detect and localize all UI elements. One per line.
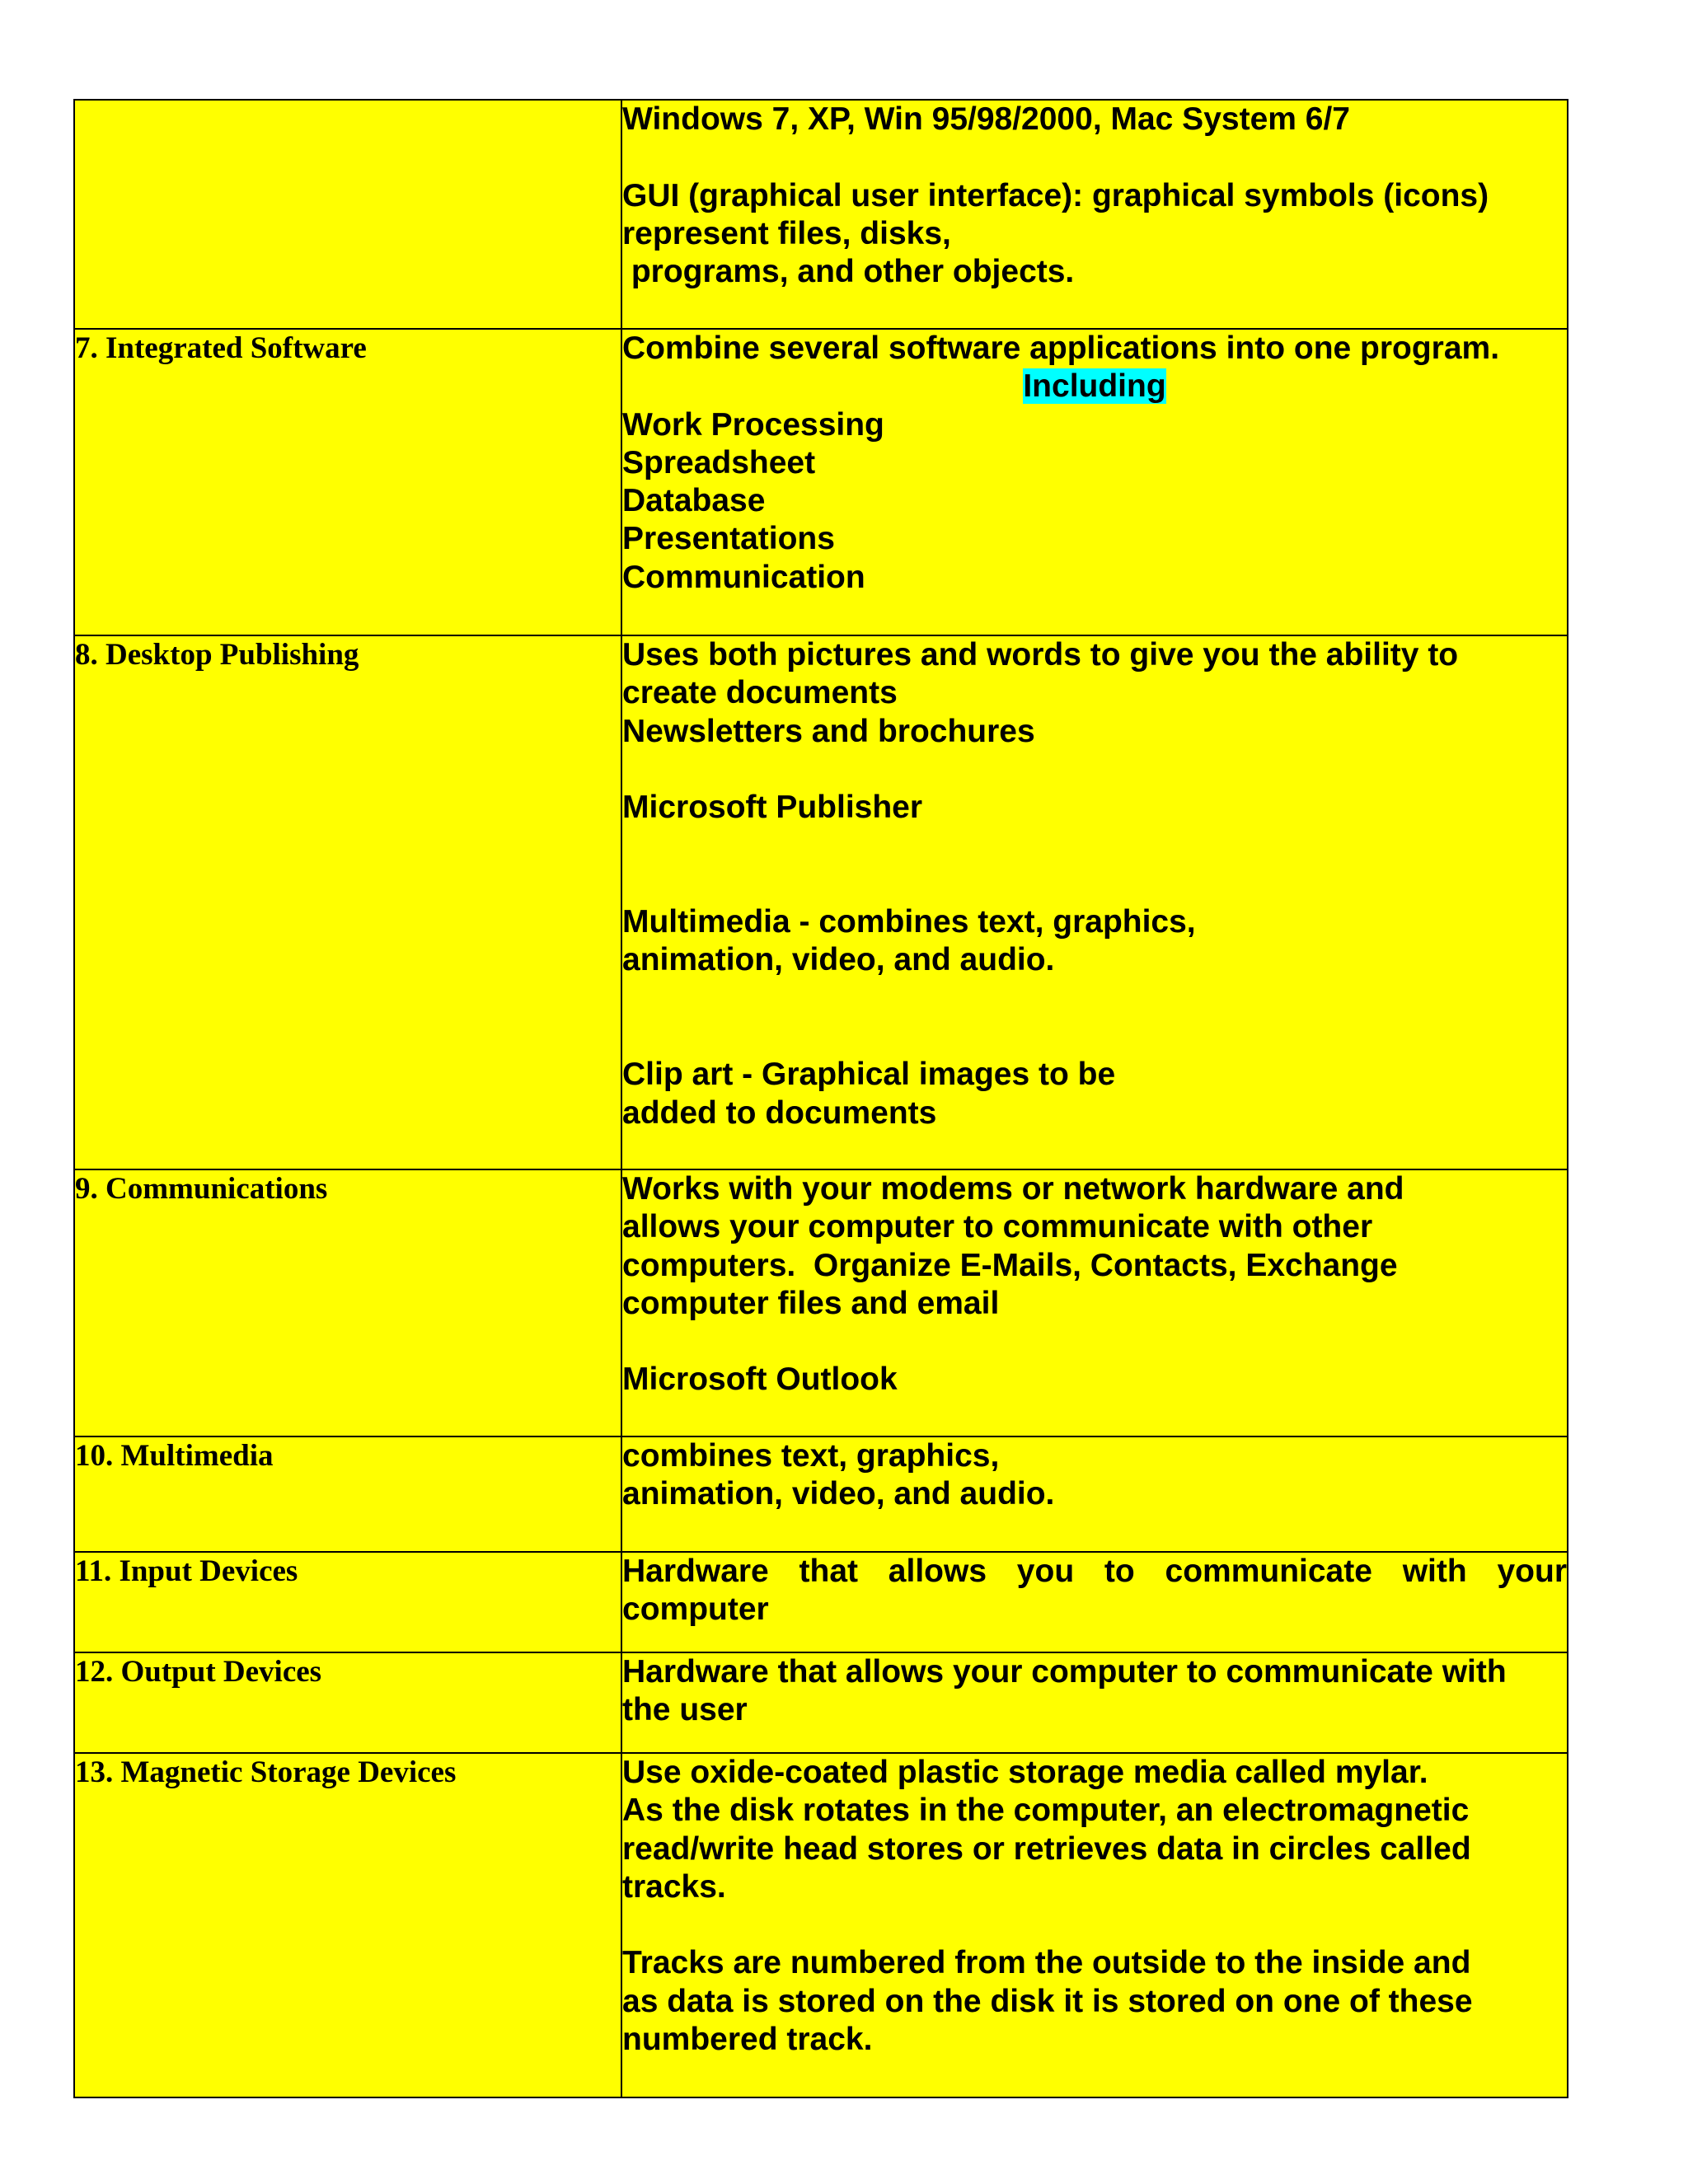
definition-line: Combine several software applications into one program.	[622, 330, 1500, 366]
term-cell: 9. Communications	[74, 1169, 621, 1436]
definition-line: allows your computer to communicate with other	[622, 1209, 1373, 1245]
list-item: Database	[622, 483, 766, 519]
table-row	[74, 1169, 1568, 1436]
definition-line: Use oxide-coated plastic storage media called mylar.	[622, 1755, 1428, 1790]
table-row	[74, 1753, 1568, 2097]
term-cell: 10. Multimedia	[74, 1436, 621, 1552]
definition-line: numbered track.	[622, 2022, 873, 2058]
definition-cell	[621, 1552, 1568, 1652]
definition-line: animation, video, and audio.	[622, 1476, 1055, 1512]
list-item: Presentations	[622, 521, 835, 557]
definition-line: Tracks are numbered from the outside to the inside and	[622, 1945, 1471, 1981]
list-item: Communication	[622, 559, 865, 595]
definition-line: Hardware that allows your computer to communicate with	[622, 1654, 1507, 1690]
table-row	[74, 1652, 1568, 1753]
definition-line: GUI (graphical user interface): graphical symbols (icons)	[622, 177, 1489, 213]
definition-line: the user	[622, 1692, 748, 1728]
definition-line: Windows 7, XP, Win 95/98/2000, Mac System 6/7	[622, 101, 1350, 137]
table-row	[74, 329, 1568, 635]
definition-line: combines text, graphics,	[622, 1438, 1000, 1474]
term-cell: 12. Output Devices	[74, 1652, 621, 1753]
definition-line: represent files, disks,	[622, 215, 951, 251]
definition-line: computer files and email	[622, 1285, 1000, 1321]
table-row	[74, 1552, 1568, 1652]
table-row	[74, 1436, 1568, 1552]
definition-line: as data is stored on the disk it is stored on one of these	[622, 1983, 1473, 2019]
definition-line: computer	[622, 1591, 769, 1628]
definition-cell	[621, 1436, 1568, 1552]
definition-line: Clip art - Graphical images to be	[622, 1057, 1116, 1093]
definition-cell	[621, 100, 1568, 329]
term-cell: 13. Magnetic Storage Devices	[74, 1753, 621, 2097]
term-cell: 8. Desktop Publishing	[74, 635, 621, 1169]
definition-line: programs, and other objects.	[622, 254, 1075, 290]
term-cell: 11. Input Devices	[74, 1552, 621, 1652]
definition-line: read/write head stores or retrieves data in circles called	[622, 1830, 1471, 1867]
definition-cell	[621, 1169, 1568, 1436]
definition-line: create documents	[622, 675, 898, 711]
definitions-table	[73, 99, 1568, 2098]
definition-line: computers. Organize E-Mails, Contacts, Exchange	[622, 1247, 1398, 1283]
list-item: Spreadsheet	[622, 444, 816, 480]
definition-line: tracks.	[622, 1868, 726, 1905]
definition-line: Microsoft Publisher	[622, 790, 923, 826]
definition-line: animation, video, and audio.	[622, 942, 1055, 978]
definition-line: added to documents	[622, 1094, 937, 1131]
definition-cell	[621, 635, 1568, 1169]
highlighted-word: Including	[1023, 368, 1166, 405]
definition-line: Newsletters and brochures	[622, 713, 1035, 749]
definition-cell	[621, 1652, 1568, 1753]
definition-line: Multimedia - combines text, graphics,	[622, 904, 1196, 940]
definition-line: Microsoft Outlook	[622, 1361, 898, 1398]
list-item: Work Processing	[622, 406, 884, 443]
definition-line: Hardware that allows you to communicate with your	[622, 1554, 1567, 1589]
term-cell: 7. Integrated Software	[74, 329, 621, 635]
definition-cell	[621, 1753, 1568, 2097]
term-cell	[74, 100, 621, 329]
definition-cell	[621, 329, 1568, 635]
table-row	[74, 635, 1568, 1169]
table-row	[74, 100, 1568, 329]
definition-line: Works with your modems or network hardware and	[622, 1171, 1404, 1207]
definition-line: Uses both pictures and words to give you the ability to	[622, 637, 1459, 673]
definition-line: As the disk rotates in the computer, an electromagnetic	[622, 1793, 1470, 1829]
